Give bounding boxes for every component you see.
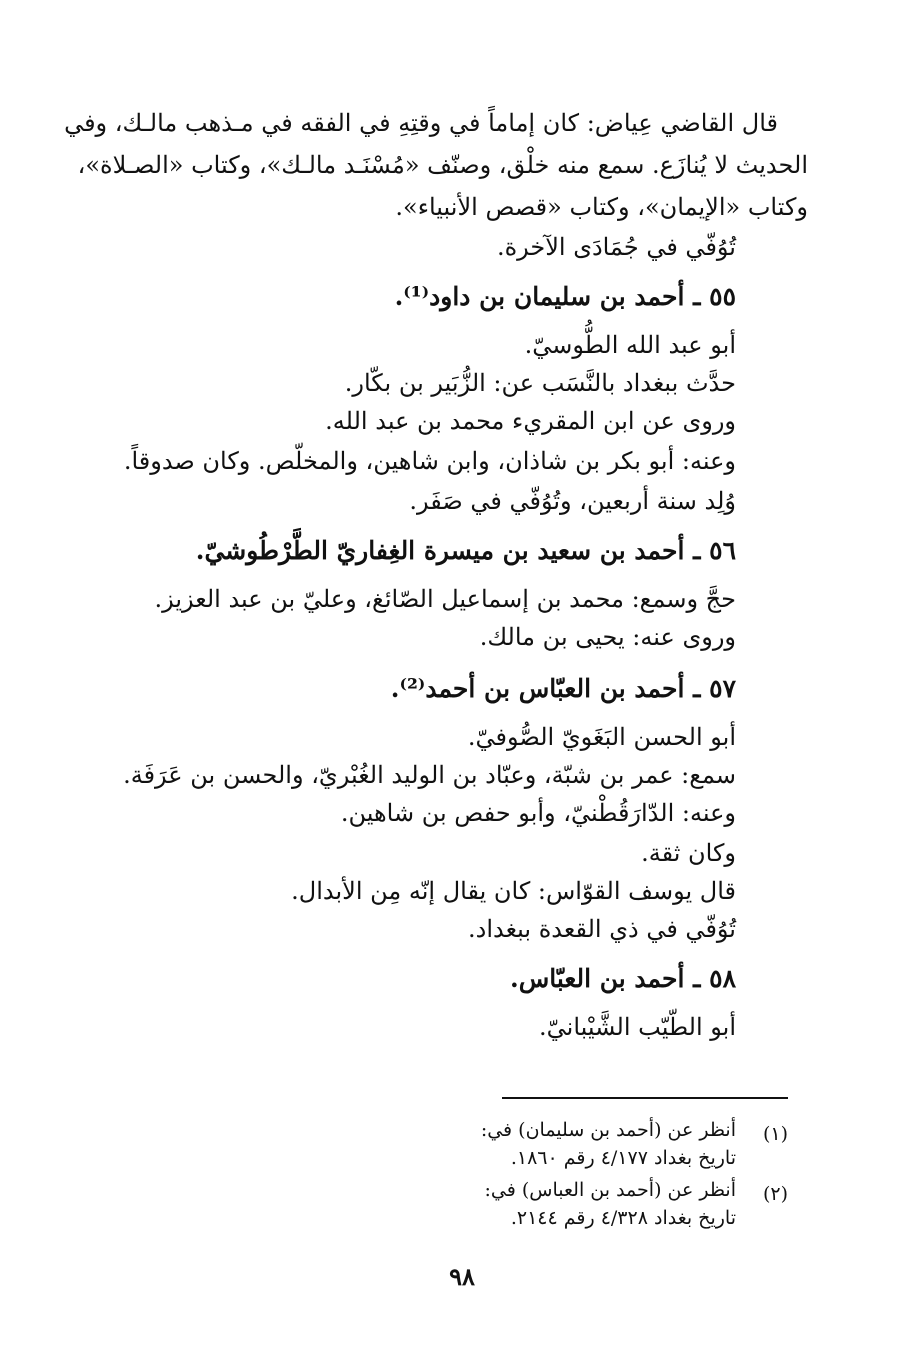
- body-line: وكتاب «الإيمان»، وكتاب «قصص الأنبياء».: [395, 193, 808, 221]
- entry-heading: ٥٨ ـ أحمد بن العبّاس.: [510, 964, 736, 993]
- entry-line: أبو عبد الله الطُّوسيّ.: [524, 331, 736, 359]
- entry-line: وروى عن ابن المقريء محمد بن عبد الله.: [325, 407, 736, 435]
- entry-heading: ٥٧ ـ أحمد بن العبّاس بن أحمد⁽²⁾.: [390, 674, 736, 703]
- body-line: تُوُفّي في جُمَادَى الآخرة.: [496, 233, 736, 261]
- entry-line: وكان ثقة.: [641, 839, 736, 867]
- entry-line: أبو الطّيّب الشَّيْبانيّ.: [539, 1013, 736, 1041]
- entry-line: حدَّث ببغداد بالنَّسَب عن: الزُّبَير بن بكّار.: [344, 369, 736, 397]
- footnote-line: أنظر عن (أحمد بن العباس) في:: [484, 1179, 736, 1201]
- footnote-line: أنظر عن (أحمد بن سليمان) في:: [480, 1119, 736, 1141]
- footnote-number: (٢): [762, 1183, 788, 1205]
- entry-line: وعنه: أبو بكر بن شاذان، وابن شاهين، والمخلّص. وكان صدوقاً.: [123, 447, 736, 475]
- footnote-divider: [502, 1097, 788, 1099]
- entry-line: وُلِد سنة أربعين، وتُوُفّي في صَفَر.: [409, 487, 736, 515]
- footnote-line: تاريخ بغداد ٤/١٧٧ رقم ١٨٦٠.: [510, 1147, 736, 1169]
- entry-line: حجَّ وسمع: محمد بن إسماعيل الصّائغ، وعليّ بن عبد العزيز.: [154, 585, 736, 613]
- entry-heading: ٥٥ ـ أحمد بن سليمان بن داود⁽¹⁾.: [394, 282, 736, 311]
- entry-line: سمع: عمر بن شبّة، وعبّاد بن الوليد الغُبْريّ، والحسن بن عَرَفَة.: [123, 761, 736, 789]
- entry-line: وروى عنه: يحيى بن مالك.: [479, 623, 736, 651]
- entry-line: أبو الحسن البَغَويّ الصُّوفيّ.: [467, 723, 736, 751]
- footnote-line: تاريخ بغداد ٤/٣٢٨ رقم ٢١٤٤.: [510, 1207, 736, 1229]
- page-number: ٩٨: [449, 1262, 475, 1291]
- body-line: الحديث لا يُنازَع. سمع منه خلْق، وصنّف «مُسْنَـد مالـك»، وكتاب «الصـلاة»،: [77, 151, 808, 179]
- footnote-number: (١): [762, 1123, 788, 1145]
- entry-line: وعنه: الدّارَقُطْنيّ، وأبو حفص بن شاهين.: [340, 799, 736, 827]
- entry-heading: ٥٦ ـ أحمد بن سعيد بن ميسرة الغِفاريّ الطَّرْطُوشيّ.: [195, 536, 736, 565]
- entry-line: تُوُفّي في ذي القعدة ببغداد.: [468, 915, 736, 943]
- body-line: قال القاضي عِياض: كان إماماً في وقتِهِ في الفقه في مـذهب مالـك، وفي: [64, 109, 778, 137]
- entry-line: قال يوسف القوّاس: كان يقال إنّه مِن الأبدال.: [291, 877, 736, 905]
